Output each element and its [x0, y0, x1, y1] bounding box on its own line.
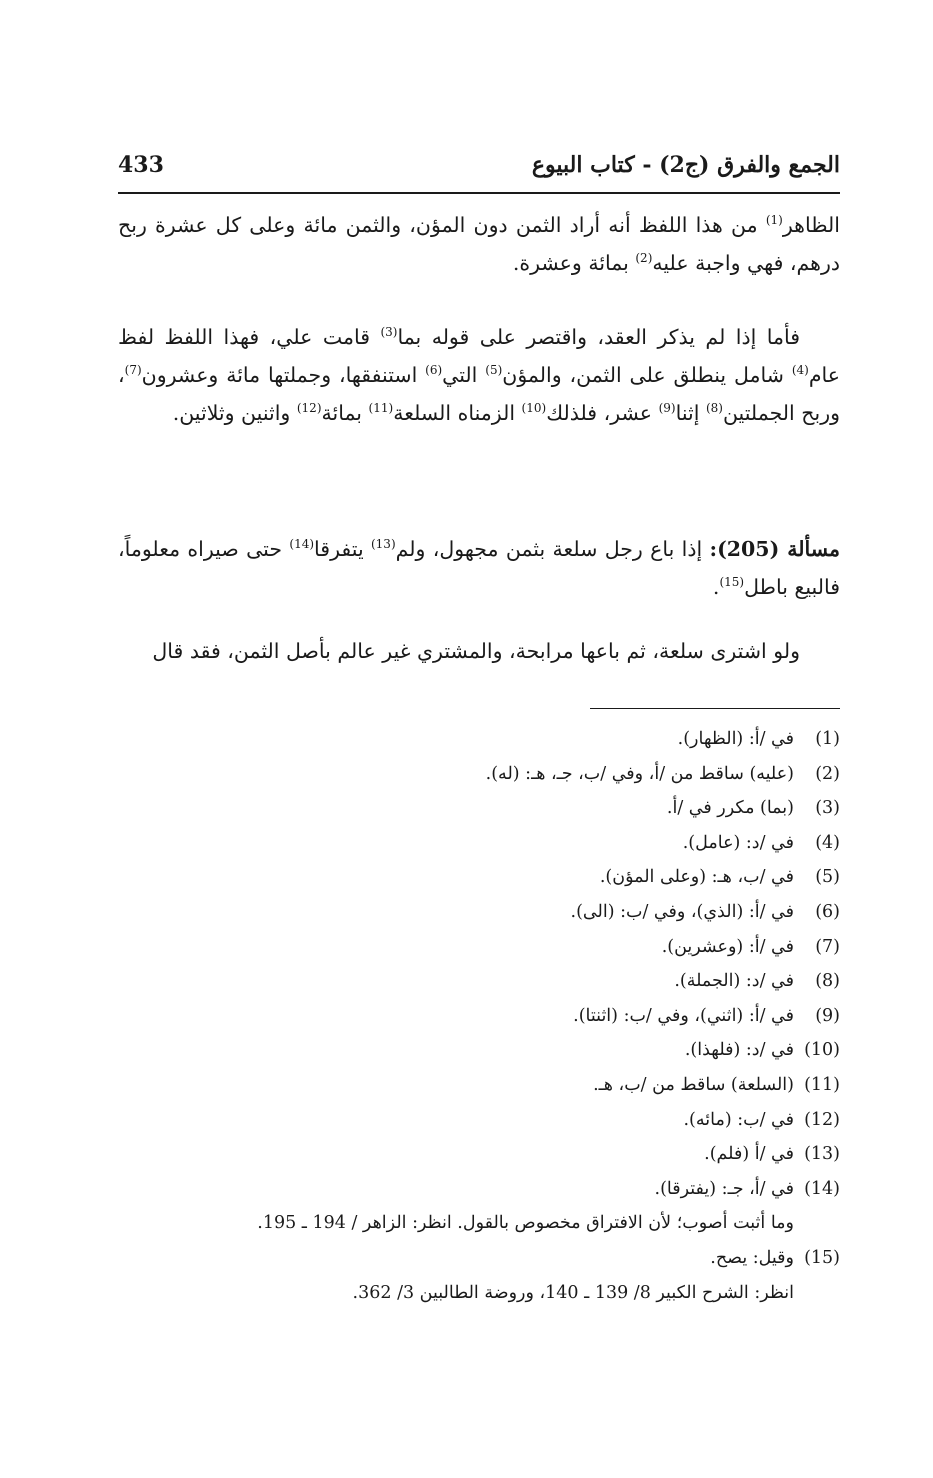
- text-run: شامل ينطلق على الثمن، والمؤن: [502, 363, 792, 387]
- footnote-item: [118, 826, 840, 861]
- footnote-item: [118, 895, 840, 930]
- footnote-number: (11): [804, 1074, 840, 1095]
- footnote-number: (10): [804, 1040, 840, 1061]
- footnote-ref-3: (3): [380, 325, 398, 340]
- issue-205-paragraph: [118, 530, 840, 606]
- running-title: الجمع والفرق (ج2) - كتاب البيوع: [531, 152, 840, 178]
- footnote-text: في /ب، هـ: (وعلى المؤن).: [599, 867, 794, 888]
- footnote-text: في /أ: (الظهار).: [677, 729, 794, 749]
- footnote-ref-7: (7): [124, 363, 142, 378]
- footnote-ref-15: (15): [719, 575, 745, 590]
- text-run: يتفرقا: [314, 537, 371, 561]
- footnote-item: [118, 1033, 840, 1068]
- footnote-text: في /أ: (الذي)، وفي /ب: (الى).: [570, 901, 794, 922]
- text-run: من هذا اللفظ أنه أراد الثمن دون المؤن، والثمن مائة وعلى كل عشرة ربح درهم، فهي واجبة عليه: [118, 213, 840, 275]
- text-run: إذا باع رجل سلعة بثمن مجهول، ولم: [395, 537, 710, 561]
- footnote-continuation: وما أثبت أصوب؛ لأن الافتراق مخصوص بالقول. انظر: الزاهر / 194 ـ 195.: [257, 1213, 794, 1234]
- footnotes: [118, 722, 840, 1310]
- page-header: [118, 148, 840, 188]
- paragraph-2: [118, 318, 840, 432]
- footnote-ref-13: (13): [370, 537, 396, 552]
- footnote-ref-5: (5): [485, 363, 503, 378]
- text-run: الزمناه السلعة: [393, 401, 522, 425]
- text-run: التي: [442, 363, 486, 387]
- footnote-ref-11: (11): [368, 401, 394, 416]
- text-run: واثنين وثلاثين.: [172, 401, 297, 425]
- footnote-ref-12: (12): [296, 401, 322, 416]
- footnote-text: في /ب: (مائه).: [683, 1109, 794, 1130]
- footnote-item: [118, 1103, 840, 1138]
- text-run: استنفقها، وجملتها مائة وعشرون: [141, 363, 426, 387]
- footnote-ref-10: (10): [521, 401, 547, 416]
- footnote-item: [118, 860, 840, 895]
- footnote-ref-1: (1): [765, 213, 783, 228]
- header-rule: [118, 192, 840, 194]
- footnote-text: وقيل: يصح.: [710, 1247, 794, 1268]
- footnote-item: [118, 1241, 840, 1276]
- footnote-separator: [590, 708, 840, 709]
- footnote-number: (9): [815, 1005, 840, 1026]
- footnote-item: [118, 964, 840, 999]
- footnote-text: في /أ (فلم).: [704, 1144, 794, 1165]
- footnote-item: [118, 1068, 840, 1103]
- text-run: إثنا: [675, 401, 706, 425]
- footnote-continuation: انظر: الشرح الكبير 8/ 139 ـ 140، وروضة الطالبين 3/ 362.: [352, 1282, 794, 1303]
- text-run: .: [712, 575, 720, 599]
- footnote-ref-9: (9): [658, 401, 676, 416]
- footnote-text: (عليه) ساقط من /أ، وفي /ب، جـ، هـ: (له).: [485, 763, 794, 784]
- footnote-number: (5): [815, 867, 840, 888]
- footnote-number: (4): [815, 832, 840, 853]
- text-run: قامت علي، فهذا اللفظ لفظ عام: [118, 325, 840, 387]
- footnote-ref-14: (14): [289, 537, 315, 552]
- page-number: 433: [118, 152, 164, 178]
- text-run: بمائة: [321, 401, 369, 425]
- footnote-text: (السلعة) ساقط من /ب، هـ.: [593, 1074, 794, 1095]
- footnote-item: [118, 757, 840, 792]
- footnote-ref-6: (6): [425, 363, 443, 378]
- footnote-ref-2: (2): [635, 251, 653, 266]
- footnote-number: (7): [815, 936, 840, 957]
- footnote-number: (8): [815, 971, 840, 992]
- footnote-text: (بما) مكرر في /أ.: [666, 798, 794, 819]
- footnote-item: [118, 1172, 840, 1207]
- text-run: حتى صيراه معلوماً، فالبيع باطل: [118, 537, 840, 599]
- footnote-item: [118, 1137, 840, 1172]
- text-run: فأما إذا لم يذكر العقد، واقتصر على قوله بما: [397, 325, 800, 349]
- footnote-number: (3): [815, 798, 840, 819]
- text-run: الظاهر: [782, 213, 840, 237]
- footnote-item: [118, 930, 840, 965]
- footnote-text: في /أ، جـ: (يفترقا).: [654, 1178, 794, 1199]
- footnote-ref-8: (8): [705, 401, 723, 416]
- footnote-number: (2): [815, 763, 840, 784]
- text-run: عشر، فلذلك: [546, 401, 659, 425]
- footnote-number: (15): [804, 1247, 840, 1268]
- footnote-item: [118, 791, 840, 826]
- footnote-text: في /د: (الجملة).: [674, 971, 794, 992]
- footnote-number: (14): [804, 1178, 840, 1199]
- footnote-number: (12): [804, 1109, 840, 1130]
- footnote-item: [118, 999, 840, 1034]
- footnote-number: (13): [804, 1144, 840, 1165]
- footnote-number: (6): [815, 901, 840, 922]
- footnote-text: في /أ: (اثني)، وفي /ب: (اثنتا).: [573, 1005, 794, 1026]
- footnote-text: في /أ: (وعشرين).: [661, 936, 794, 957]
- footnote-ref-4: (4): [791, 363, 809, 378]
- paragraph-4: [118, 632, 840, 670]
- text-run: ولو اشترى سلعة، ثم باعها مرابحة، والمشتري غير عالم بأصل الثمن، فقد قال: [152, 639, 800, 663]
- footnote-number: (1): [815, 729, 840, 749]
- text-run: ، وربح الجملتين: [118, 363, 840, 425]
- footnote-item: [118, 722, 840, 757]
- footnote-text: في /د: (فلهذا).: [684, 1040, 794, 1061]
- paragraph-1: [118, 206, 840, 282]
- text-run: بمائة وعشرة.: [512, 251, 636, 275]
- footnote-text: في /د: (عامل).: [682, 832, 794, 853]
- issue-label: مسألة (205):: [709, 537, 840, 561]
